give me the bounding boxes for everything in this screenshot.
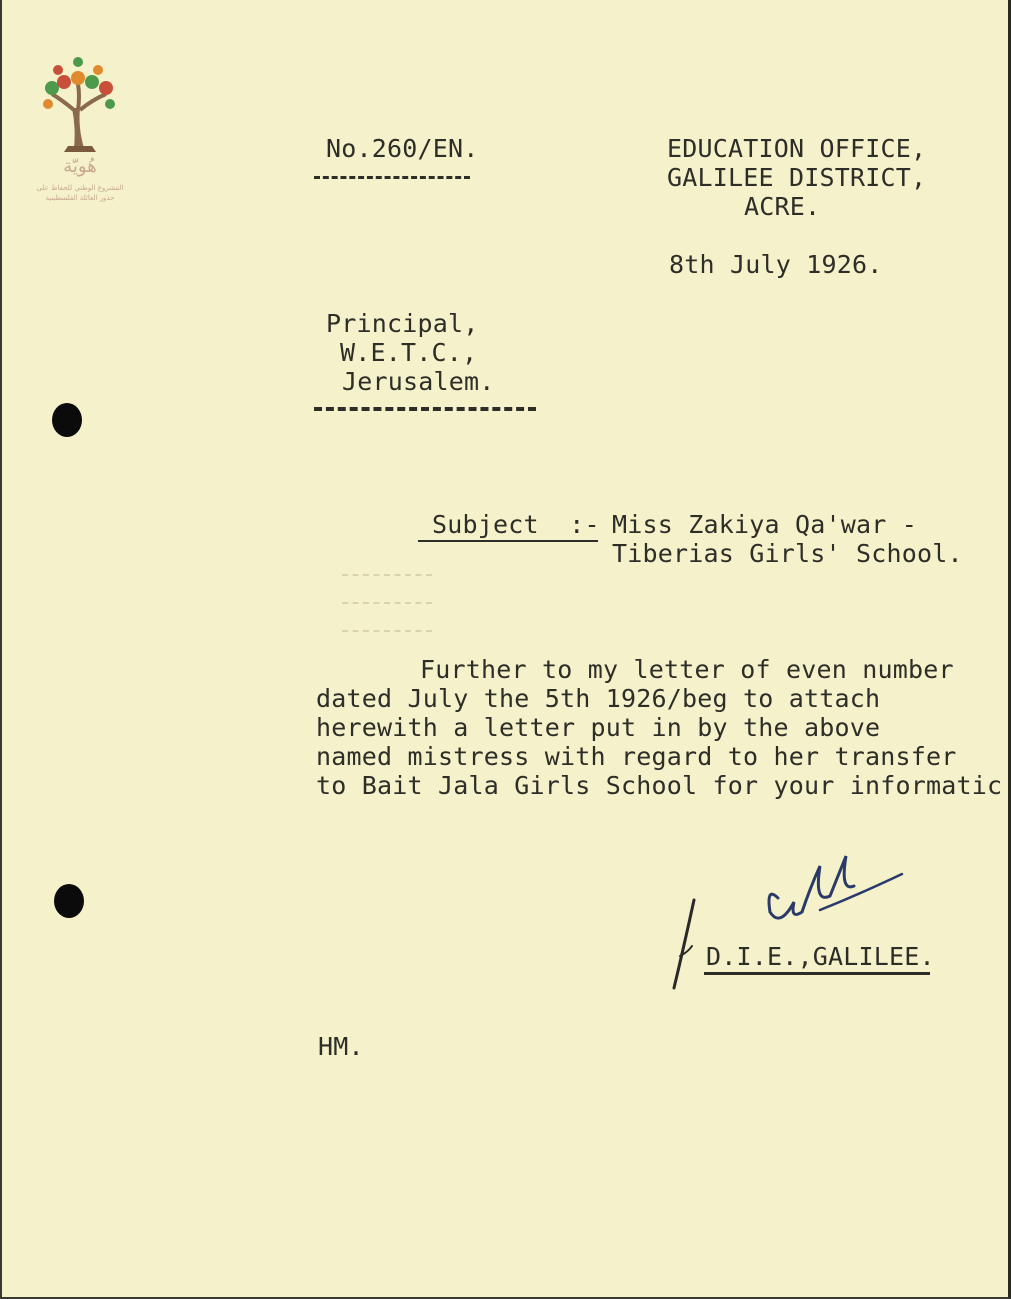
body-line-1: Further to my letter of even number	[420, 655, 954, 684]
recipient-line-2: W.E.T.C.,	[340, 338, 478, 367]
body-line-5: to Bait Jala Girls School for your informatic	[316, 771, 1003, 800]
subject-underline	[418, 540, 598, 542]
subject-line-2: Tiberias Girls' School.	[612, 539, 963, 568]
signature-underline	[704, 972, 930, 975]
recipient-line-1: Principal,	[326, 309, 479, 338]
letter-date: 8th July 1926.	[669, 250, 883, 279]
family-tree-icon	[34, 48, 126, 158]
logo-line-2: جذور العائلة الفلسطينية	[45, 194, 115, 202]
signature-title: D.I.E.,GALILEE.	[706, 942, 935, 971]
recipient-underline	[314, 407, 536, 411]
subject-line-1: Miss Zakiya Qa'war -	[612, 510, 918, 539]
typist-initials: HM.	[318, 1032, 364, 1061]
body-line-4: named mistress with regard to her transfer	[316, 742, 957, 771]
show-through-mark	[342, 574, 432, 576]
recipient-line-3: Jerusalem.	[342, 367, 495, 396]
office-line-2: GALILEE DISTRICT,	[667, 163, 927, 192]
reference-number: No.260/EN.	[326, 134, 479, 163]
body-line-2: dated July the 5th 1926/beg to attach	[316, 684, 881, 713]
punch-hole-top	[52, 403, 82, 437]
body-line-3: herewith a letter put in by the above	[316, 713, 881, 742]
office-line-1: EDUCATION OFFICE,	[667, 134, 927, 163]
logo-name: هُويّة	[63, 156, 97, 177]
punch-hole-bottom	[54, 884, 84, 918]
show-through-mark	[342, 602, 432, 604]
office-line-3: ACRE.	[744, 192, 821, 221]
heritage-logo	[34, 48, 126, 218]
reference-underline	[314, 176, 470, 179]
show-through-mark	[342, 630, 432, 632]
subject-label: Subject :-	[432, 510, 600, 539]
logo-line-1: المشروع الوطني للحفاظ على	[36, 184, 124, 192]
